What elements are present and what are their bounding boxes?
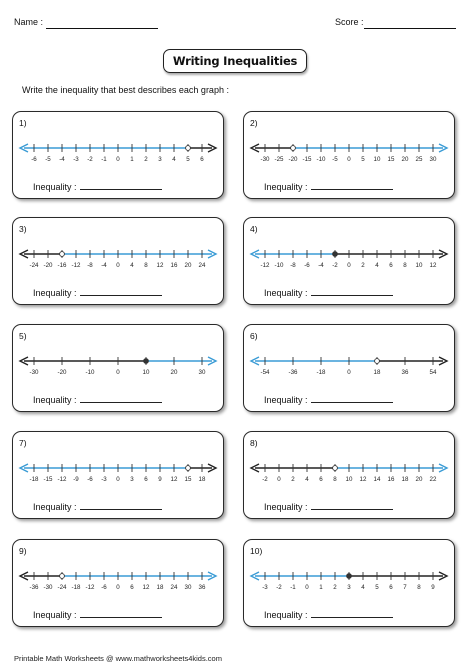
tick-label: 25	[415, 156, 423, 163]
tick-label: -36	[29, 584, 39, 591]
inequality-label: Inequality :	[33, 182, 77, 192]
problem-card-2	[243, 111, 455, 199]
tick-label: 7	[403, 584, 407, 591]
problem-number: 9)	[19, 546, 27, 556]
problem-card-10	[243, 539, 455, 627]
inequality-label: Inequality :	[264, 288, 308, 298]
number-line	[244, 325, 454, 385]
problem-number: 3)	[19, 224, 27, 234]
tick-label: 30	[429, 156, 437, 163]
problem-number: 8)	[250, 438, 258, 448]
tick-label: -15	[302, 156, 312, 163]
tick-label: 10	[373, 156, 381, 163]
inequality-answer-blank[interactable]	[80, 287, 162, 296]
tick-label: 2	[144, 156, 148, 163]
inequality-answer-blank[interactable]	[80, 394, 162, 403]
inequality-label: Inequality :	[33, 502, 77, 512]
tick-label: 6	[144, 476, 148, 483]
tick-label: 4	[361, 584, 365, 591]
tick-label: 6	[130, 584, 134, 591]
inequality-answer-blank[interactable]	[311, 181, 393, 190]
tick-label: 0	[116, 156, 120, 163]
tick-label: 3	[347, 584, 351, 591]
open-point	[186, 466, 191, 471]
problem-number: 1)	[19, 118, 27, 128]
tick-label: 0	[347, 156, 351, 163]
tick-label: 2	[361, 262, 365, 269]
tick-label: 6	[200, 156, 204, 163]
tick-label: -25	[274, 156, 284, 163]
inequality-label: Inequality :	[264, 610, 308, 620]
closed-point	[144, 359, 149, 364]
inequality-row	[264, 609, 393, 620]
tick-label: 30	[184, 584, 192, 591]
tick-label: -18	[71, 584, 81, 591]
problem-card-8	[243, 431, 455, 519]
score-line[interactable]	[364, 28, 456, 29]
tick-label: -12	[85, 584, 95, 591]
tick-label: 36	[198, 584, 206, 591]
tick-label: 6	[389, 262, 393, 269]
tick-label: 24	[198, 262, 206, 269]
tick-label: 8	[144, 262, 148, 269]
footer-credit: Printable Math Worksheets @ www.mathworksheets4kids.com	[14, 654, 222, 663]
inequality-row	[33, 501, 162, 512]
number-line	[13, 325, 223, 385]
problem-card-6	[243, 324, 455, 412]
tick-label: -2	[276, 584, 282, 591]
tick-label: 0	[116, 476, 120, 483]
instruction-text: Write the inequality that best describes each graph :	[22, 85, 229, 95]
tick-label: 4	[172, 156, 176, 163]
tick-label: -54	[260, 369, 270, 376]
tick-label: -30	[43, 584, 53, 591]
tick-label: 16	[387, 476, 395, 483]
inequality-row	[33, 394, 162, 405]
number-line	[13, 218, 223, 278]
inequality-answer-blank[interactable]	[311, 287, 393, 296]
closed-point	[347, 574, 352, 579]
tick-label: -1	[290, 584, 296, 591]
tick-label: 1	[130, 156, 134, 163]
inequality-label: Inequality :	[33, 288, 77, 298]
inequality-label: Inequality :	[264, 395, 308, 405]
tick-label: -3	[262, 584, 268, 591]
tick-label: 0	[116, 262, 120, 269]
tick-label: 0	[116, 369, 120, 376]
tick-label: 6	[319, 476, 323, 483]
tick-label: -16	[57, 262, 67, 269]
inequality-row	[264, 287, 393, 298]
tick-label: 18	[373, 369, 381, 376]
tick-label: 8	[333, 476, 337, 483]
tick-label: 36	[401, 369, 409, 376]
tick-label: 24	[170, 584, 178, 591]
tick-label: 12	[156, 262, 164, 269]
number-line	[244, 112, 454, 172]
tick-label: 5	[361, 156, 365, 163]
tick-label: 3	[158, 156, 162, 163]
tick-label: -1	[101, 156, 107, 163]
tick-label: -4	[101, 262, 107, 269]
tick-label: -8	[87, 262, 93, 269]
inequality-answer-blank[interactable]	[311, 394, 393, 403]
tick-label: -6	[31, 156, 37, 163]
tick-label: 15	[387, 156, 395, 163]
tick-label: 20	[401, 156, 409, 163]
tick-label: 0	[347, 262, 351, 269]
tick-label: -8	[290, 262, 296, 269]
tick-label: -20	[43, 262, 53, 269]
tick-label: 0	[277, 476, 281, 483]
problem-number: 6)	[250, 331, 258, 341]
tick-label: -2	[87, 156, 93, 163]
tick-label: 18	[198, 476, 206, 483]
tick-label: 12	[429, 262, 437, 269]
score-label: Score :	[335, 17, 364, 27]
tick-label: -4	[318, 262, 324, 269]
tick-label: 5	[375, 584, 379, 591]
tick-label: -12	[57, 476, 67, 483]
tick-label: -3	[101, 476, 107, 483]
tick-label: 12	[170, 476, 178, 483]
open-point	[291, 146, 296, 151]
tick-label: 18	[401, 476, 409, 483]
tick-label: 12	[142, 584, 150, 591]
tick-label: 3	[130, 476, 134, 483]
open-point	[375, 359, 380, 364]
tick-label: -10	[85, 369, 95, 376]
inequality-row	[264, 181, 393, 192]
tick-label: 9	[431, 584, 435, 591]
inequality-label: Inequality :	[33, 395, 77, 405]
inequality-answer-blank[interactable]	[80, 181, 162, 190]
tick-label: -30	[260, 156, 270, 163]
inequality-row	[264, 394, 393, 405]
tick-label: -24	[29, 262, 39, 269]
tick-label: 4	[375, 262, 379, 269]
tick-label: 1	[319, 584, 323, 591]
tick-label: -6	[101, 584, 107, 591]
tick-label: 0	[347, 369, 351, 376]
problem-number: 4)	[250, 224, 258, 234]
tick-label: 22	[429, 476, 437, 483]
tick-label: -3	[73, 156, 79, 163]
tick-label: 14	[373, 476, 381, 483]
tick-label: 15	[184, 476, 192, 483]
tick-label: -4	[59, 156, 65, 163]
number-line	[13, 540, 223, 600]
tick-label: -20	[57, 369, 67, 376]
tick-label: -18	[316, 369, 326, 376]
tick-label: 10	[345, 476, 353, 483]
tick-label: -6	[304, 262, 310, 269]
open-point	[333, 466, 338, 471]
inequality-row	[33, 609, 162, 620]
tick-label: 8	[403, 262, 407, 269]
problem-number: 2)	[250, 118, 258, 128]
tick-label: -24	[57, 584, 67, 591]
inequality-row	[33, 181, 162, 192]
tick-label: -5	[45, 156, 51, 163]
tick-label: -10	[274, 262, 284, 269]
tick-label: 9	[158, 476, 162, 483]
problem-card-5	[12, 324, 224, 412]
inequality-answer-blank[interactable]	[311, 501, 393, 510]
tick-label: 16	[170, 262, 178, 269]
tick-label: 20	[170, 369, 178, 376]
inequality-row	[264, 501, 393, 512]
tick-label: 5	[186, 156, 190, 163]
tick-label: 54	[429, 369, 437, 376]
tick-label: 0	[116, 584, 120, 591]
tick-label: 8	[417, 584, 421, 591]
problem-card-9	[12, 539, 224, 627]
tick-label: -18	[29, 476, 39, 483]
tick-label: 12	[359, 476, 367, 483]
inequality-answer-blank[interactable]	[80, 501, 162, 510]
tick-label: 30	[198, 369, 206, 376]
problem-number: 7)	[19, 438, 27, 448]
number-line	[13, 112, 223, 172]
tick-label: 4	[305, 476, 309, 483]
tick-label: 6	[389, 584, 393, 591]
tick-label: 20	[184, 262, 192, 269]
worksheet-title: Writing Inequalities	[163, 49, 307, 73]
tick-label: -36	[288, 369, 298, 376]
tick-label: -2	[262, 476, 268, 483]
tick-label: -30	[29, 369, 39, 376]
open-point	[60, 252, 65, 257]
tick-label: 20	[415, 476, 423, 483]
problem-card-7	[12, 431, 224, 519]
tick-label: 18	[156, 584, 164, 591]
tick-label: 10	[142, 369, 150, 376]
problem-card-3	[12, 217, 224, 305]
inequality-label: Inequality :	[264, 182, 308, 192]
name-label: Name :	[14, 17, 44, 27]
problem-card-4	[243, 217, 455, 305]
number-line	[244, 218, 454, 278]
open-point	[186, 146, 191, 151]
tick-label: -10	[316, 156, 326, 163]
tick-label: -12	[260, 262, 270, 269]
tick-label: 0	[305, 584, 309, 591]
tick-label: 2	[333, 584, 337, 591]
closed-point	[333, 252, 338, 257]
tick-label: -12	[71, 262, 81, 269]
tick-label: -20	[288, 156, 298, 163]
inequality-label: Inequality :	[264, 502, 308, 512]
tick-label: -9	[73, 476, 79, 483]
problem-number: 5)	[19, 331, 27, 341]
tick-label: 2	[291, 476, 295, 483]
inequality-row	[33, 287, 162, 298]
number-line	[244, 432, 454, 492]
tick-label: -15	[43, 476, 53, 483]
problem-card-1	[12, 111, 224, 199]
open-point	[60, 574, 65, 579]
name-line[interactable]	[46, 28, 158, 29]
tick-label: -2	[332, 262, 338, 269]
tick-label: -6	[87, 476, 93, 483]
inequality-answer-blank[interactable]	[311, 609, 393, 618]
problem-number: 10)	[250, 546, 263, 556]
inequality-answer-blank[interactable]	[80, 609, 162, 618]
tick-label: 4	[130, 262, 134, 269]
tick-label: 10	[415, 262, 423, 269]
number-line	[13, 432, 223, 492]
inequality-label: Inequality :	[33, 610, 77, 620]
tick-label: -5	[332, 156, 338, 163]
number-line	[244, 540, 454, 600]
